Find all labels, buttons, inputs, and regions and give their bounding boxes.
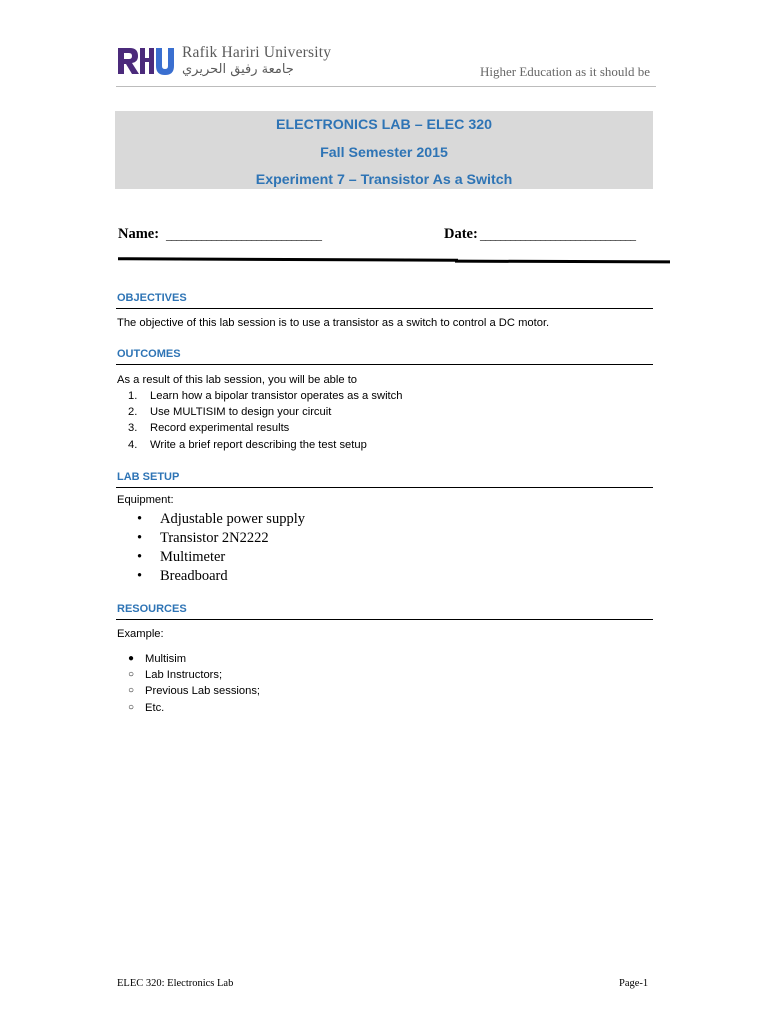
resource-text: Multisim: [145, 653, 187, 665]
outcomes-intro: As a result of this lab session, you will be able to: [117, 374, 358, 386]
bullet-icon: •: [137, 568, 143, 584]
hollow-bullet-icon: ○: [128, 702, 135, 713]
hollow-bullet-icon: ○: [128, 685, 135, 696]
header-thick-rule: [455, 260, 670, 264]
outcome-text: Write a brief report describing the test setup: [150, 439, 367, 451]
resource-text: Previous Lab sessions;: [145, 685, 261, 697]
date-label: Date:: [444, 226, 478, 242]
outcomes-heading: OUTCOMES: [117, 348, 181, 360]
objectives-heading: OBJECTIVES: [117, 292, 187, 304]
footer-page-number: Page-1: [619, 978, 649, 989]
bullet-icon: •: [137, 549, 143, 565]
objectives-text: The objective of this lab session is to use a transistor as a switch to control a DC motor.: [117, 317, 550, 329]
objectives-divider: [116, 308, 653, 309]
outcome-text: Use MULTISIM to design your circuit: [150, 406, 332, 418]
outcome-number: 3.: [128, 422, 138, 434]
resources-divider: [116, 619, 653, 620]
outcome-number: 4.: [128, 439, 138, 451]
experiment-title: Experiment 7 – Transistor As a Switch: [255, 172, 513, 188]
equipment-text: Breadboard: [160, 568, 228, 584]
equipment-text: Transistor 2N2222: [160, 530, 269, 546]
outcomes-divider: [116, 364, 653, 365]
lab-setup-divider: [116, 487, 653, 488]
example-label: Example:: [117, 628, 164, 640]
hollow-bullet-icon: ○: [128, 669, 135, 680]
outcome-number: 2.: [128, 406, 138, 418]
lab-setup-heading: LAB SETUP: [117, 471, 180, 483]
header-divider: [116, 86, 656, 87]
outcome-number: 1.: [128, 390, 138, 402]
outcome-text: Learn how a bipolar transistor operates as a switch: [150, 390, 403, 402]
name-label: Name:: [118, 226, 160, 242]
equipment-label: Equipment:: [117, 494, 174, 506]
semester-title: Fall Semester 2015: [320, 145, 448, 161]
header-thick-rule: [118, 257, 458, 261]
bullet-icon: •: [137, 530, 143, 546]
course-title: ELECTRONICS LAB – ELEC 320: [275, 117, 492, 133]
date-field[interactable]: _______________________________: [480, 228, 635, 242]
name-field[interactable]: _______________________________: [166, 228, 321, 242]
equipment-text: Adjustable power supply: [160, 511, 305, 527]
resource-text: Etc.: [145, 702, 165, 714]
university-name: Rafik Hariri University: [182, 44, 332, 61]
resource-text: Lab Instructors;: [145, 669, 223, 681]
filled-bullet-icon: ●: [128, 653, 135, 664]
rhu-logo: [116, 44, 176, 78]
title-block: [115, 111, 653, 189]
tagline: Higher Education as it should be: [480, 64, 651, 79]
outcome-text: Record experimental results: [150, 422, 290, 434]
bullet-icon: •: [137, 511, 143, 527]
university-name-arabic: جامعة رفيق الحريري: [182, 62, 294, 77]
equipment-text: Multimeter: [160, 549, 226, 565]
resources-heading: RESOURCES: [117, 603, 187, 615]
footer-course: ELEC 320: Electronics Lab: [117, 978, 234, 989]
